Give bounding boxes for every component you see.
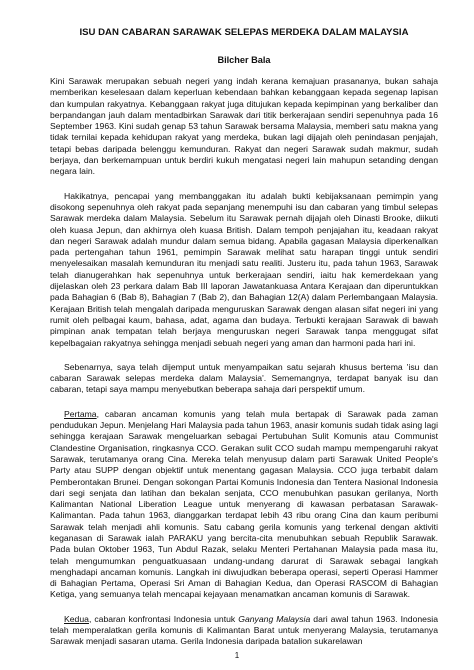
paragraph-2: Hakikatnya, pencapai yang membanggakan itu adalah bukti kebijaksanaan pemimpin yang disokong sepenuhnya oleh rakyat pada sepanjang menempuhi isu dan cabaran yang timbul selepas Sarawak merdeka dalam Malaysia. Sebelum itu Sarawak pernah dijajah oleh Dinasti Brooke, diikuti oleh kuasa Jepun, dan akhirnya oleh kuasa British. Dalam tempoh penjajahan itu, keadaan rakyat dan negeri Sarawak adalah mundur dalam semua bidang. Apabila gagasan Malaysia diperkenalkan pada pertengahan tahun 1961, pemimpin Sarawak melihat satu harapan tinggi untuk sendiri menyelesaikan masalah kemunduran itu menjadi satu realiti. Justeru itu, pada tahun 1963, Sarawak telah dianugerahkan hak sepenuhnya untuk berkerajaan sendiri, iaitu hak kemerdekaan yang dijelaskan oleh 23 perkara dalam Bab III laporan Jawatankuasa Antara Kerajaan dan diperuntukkan pada Bahagian 6 (Bab 8), Bahagian 7 (Bab 2), dan Bahagian 12(A) dalam Perlembangaan Malaysia. Kerajaan British telah mengalah daripada menguruskan Sarawak dengan alasan sifat negeri ini yang rumit oleh pelbagai kaum, bahasa, adat, agama dan budaya. Terbukti kerajaan Sarawak di bawah pimpinan anak tempatan telah berjaya menguruskan negeri Sarawak tanpa menggugat sifat kepelbagaian rakyatnya sehingga menjadi sebuah negeri yang aman dan harmoni pada hari ini. <box>50 190 438 348</box>
paragraph-5 <box>50 614 438 648</box>
paragraph-4-body: , cabaran ancaman komunis yang telah mula bertapak di Sarawak pada zaman pendudukan Jepun. Menjelang Hari Malaysia pada tahun 1963, anasir komunis sudah tidak asing lagi sehingga kerajaan Sarawak mengeluarkan sebagai Pertubuhan Sulit Komunis atau Communist Clandestine Organisation, ringkasnya CCO. Gerakan sulit CCO sudah mampu mempengaruhi rakyat Sarawak, terutamanya orang Cina. Mereka telah menyusup dalam parti Sarawak United People's Party atau SUPP dengan objektif untuk menentang gagasan Malaysia. CCO juga terbabit dalam Pemberontakan Brunei. Dengan sokongan Partai Komunis Indonesia dan Tentera Nasional Indonesia dari segi senjata dan latihan dan bekalan senjata, CCO menubuhkan pasukan gerilanya, North Kalimantan National Liberation League untuk menyerang di kawasan perbatasan Sarawak-Kalimantan. Pada tahun 1963, dianggarkan terdapat lebih 43 ribu orang Cina dan kaum peribumi Sarawak telah menjadi ahli komunis. Satu cabang gerila komunis yang terkenal dengan aktiviti keganasan di Sarawak ialah PARAKU yang bercita-cita menubuhkan sebuah Republik Sarawak. Pada bulan Oktober 1963, Tun Abdul Razak, selaku Menteri Pertahanan Malaysia pada masa itu, telah mengumumkan penguatkuasaan undang-undang darurat di Sarawak sebagai langkah menghadapi ancaman komunis. Langkah ini diwujudkan beberapa operasi, seperti Operasi Hammer di Bahagian Pertama, Operasi Sri Aman di Bahagian Kedua, dan Operasi RASCOM di Bahagian Ketiga, yang semuanya telah mencapai kejayaan menamatkan ancaman komunis di Sarawak. <box>50 408 438 600</box>
paragraph-5-lead: Kedua <box>64 613 89 624</box>
paragraph-5-body-b: dari awal tahun 1963. Indonesia telah memperalatkan gerila komunis di Kalimantan Barat untuk menyerang Malaysia, terutamanya Sarawak menjadi sasaran utama. Gerila Indonesia daripada batalion sukarelawan <box>50 613 438 647</box>
paragraph-4 <box>50 409 438 601</box>
paragraph-1: Kini Sarawak merupakan sebuah negeri yang indah kerana kemajuan prasananya, bukan sahaja memberikan keselesaan dalam keperluan kebendaan bahkan kebanggaan kepada segenap lapisan dan kumpulan rakyatnya. Kebanggaan rakyat juga ditujukan kepada kepimpinan yang berkaliber dan berpandangan jauh dalam mentadbirkan Sarawak dari titik berkerajaan sendiri sepenuhnya pada 16 September 1963. Kini sudah genap 53 tahun Sarawak bersama Malaysia, memberi satu makna yang tidak ternilai kepada kehidupan rakyat yang merdeka, bukan lagi dijajah oleh penindasan penjajah, tetapi bebas daripada belenggu kemunduran. Rakyat dan negeri Sarawak sudah makmur, sudah berjaya, dan berkemampuan untuk berdiri kukuh mengatasi negeri lain mahupun setanding dengan negara lain. <box>50 76 438 177</box>
paragraph-5-body-a: , cabaran konfrontasi Indonesia untuk <box>88 613 239 624</box>
paragraph-3: Sebenarnya, saya telah dijemput untuk menyampaikan satu sejarah khusus bertema 'isu dan cabaran Sarawak selepas merdeka dalam Malaysia'. Sememangnya, terdapat banyak isu dan cabaran, tetapi saya mampu menyebutkan beberapa sahaja dari perspektif umum. <box>50 361 438 395</box>
paragraph-4-lead: Pertama <box>64 408 97 419</box>
author-name: Bilcher Bala <box>217 55 271 65</box>
paragraph-5-italic: Ganyang Malaysia <box>238 613 311 624</box>
document-title: ISU DAN CABARAN SARAWAK SELEPAS MERDEKA DALAM MALAYSIA <box>79 27 409 38</box>
page-number: 1 <box>234 651 240 660</box>
